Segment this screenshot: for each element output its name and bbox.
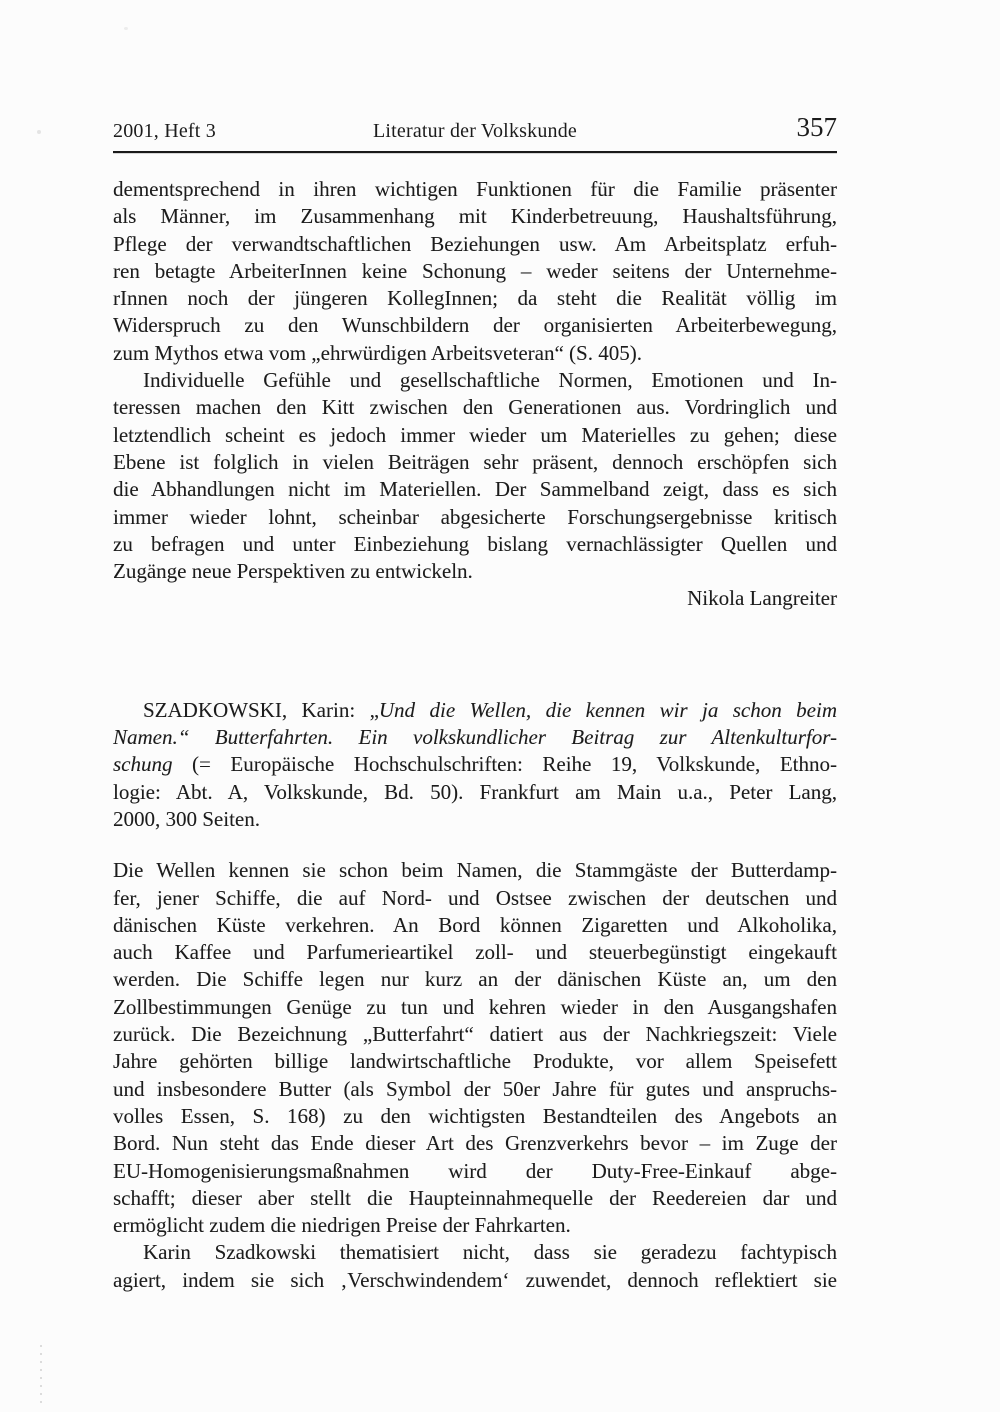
text-line: auch Kaffee und Parfumerieartikel zoll- und steuerbegünstigt eingekauft (113, 940, 837, 965)
text-line: als Männer, im Zusammenhang mit Kinderbetreuung, Haushaltsführung, (113, 204, 837, 229)
text-line: Namen.“ Butterfahrten. Ein volkskundlicher Beitrag zur Altenkulturfor- (113, 725, 837, 750)
reviewer-signature: Nikola Langreiter (687, 586, 837, 611)
text-line: ermöglicht zudem die niedrigen Preise der Fahrkarten. (113, 1213, 571, 1238)
text-line: dementsprechend in ihren wichtigen Funktionen für die Familie präsenter (113, 177, 837, 201)
header-journal-title: Literatur der Volkskunde (372, 120, 578, 142)
continued-paragraph (113, 176, 837, 367)
text-line: werden. Die Schiffe legen nur kurz an der dänischen Küste an, um den (113, 967, 837, 992)
scan-speckle (37, 130, 41, 134)
text-line: Zugänge neue Perspektiven zu entwickeln. (113, 559, 473, 584)
text-line: schafft; dieser aber stellt die Haupteinnahmequelle der Reedereien dar und (113, 1185, 837, 1210)
text-line: Die Wellen kennen sie schon beim Namen, die Stammgäste der Butterdamp- (113, 858, 837, 883)
text-line: Individuelle Gefühle und gesellschaftliche Normen, Emotionen und In- (143, 368, 837, 393)
text-line: und insbesondere Butter (als Symbol der 50er Jahre für gutes und anspruchs- (113, 1076, 837, 1101)
text-line: letztendlich scheint es jedoch immer wieder um Materielles zu gehen; diese (113, 422, 837, 447)
running-header (113, 112, 837, 148)
text-line: 2000, 300 Seiten. (113, 806, 260, 831)
text-line: ren betagte ArbeiterInnen keine Schonung – weder seitens der Unternehme- (113, 258, 837, 283)
text-line: Jahre gehörten billige landwirtschaftliche Produkte, vor allem Speisefett (113, 1049, 837, 1074)
review-continuation-paragraph (113, 1239, 837, 1294)
bibliography-entry (113, 697, 837, 833)
text-line: Widerspruch zu den Wunschbildern der organisierten Arbeiterbewegung, (113, 313, 837, 338)
text-column (113, 176, 837, 1294)
text-line: Zollbestimmungen Genüge zu tun und kehren wieder in den Ausgangshafen (113, 994, 837, 1019)
text-line: zurück. Die Bezeichnung „Butterfahrt“ datiert aus der Nachkriegszeit: Viele (113, 1022, 837, 1047)
header-rule (113, 151, 837, 153)
text-line: immer wieder lohnt, scheinbar abgesicherte Forschungsergebnisse kritisch (113, 504, 837, 529)
text-line: zu befragen und unter Einbeziehung bislang vernachlässigter Quellen und (113, 531, 837, 556)
text-line: fer, jener Schiffe, die auf Nord- und Ostsee zwischen der deutschen und (113, 885, 837, 910)
text-line: zum Mythos etwa vom „ehrwürdigen Arbeitsveteran“ (S. 405). (113, 340, 642, 365)
text-line: die Abhandlungen nicht im Materiellen. Der Sammelband zeigt, dass es sich (113, 477, 837, 502)
scan-artifact-dotted-line (40, 1345, 42, 1407)
header-issue: 2001, Heft 3 (113, 120, 216, 142)
text-line: dänischen Küste verkehren. An Bord können Zigaretten und Alkoholika, (113, 912, 837, 937)
header-page-number: 357 (796, 112, 837, 142)
closing-paragraph (113, 367, 837, 585)
text-line: logie: Abt. A, Volkskunde, Bd. 50). Frankfurt am Main u.a., Peter Lang, (113, 779, 837, 804)
review-body-paragraph (113, 857, 837, 1239)
text-line: teressen machen den Kitt zwischen den Generationen aus. Vordringlich und (113, 395, 837, 420)
text-line: Bord. Nun steht das Ende dieser Art des Grenzverkehrs bevor – im Zuge der (113, 1131, 837, 1156)
text-line: Ebene ist folglich in vielen Beiträgen sehr präsent, dennoch erschöpfen sich (113, 449, 837, 474)
text-line: schung (= Europäische Hochschulschriften: Reihe 19, Volkskunde, Ethno- (113, 752, 837, 777)
text-line: rInnen noch der jüngeren KollegInnen; da steht die Realität völlig im (113, 286, 837, 311)
text-line: Pflege der verwandtschaftlichen Beziehungen usw. Am Arbeitsplatz erfuh- (113, 231, 837, 256)
text-line: SZADKOWSKI, Karin: „Und die Wellen, die kennen wir ja schon beim (143, 697, 837, 722)
text-line: EU-Homogenisierungsmaßnahmen wird der Duty-Free-Einkauf abge- (113, 1158, 837, 1183)
text-line: agiert, indem sie sich ‚Verschwindendem‘ zuwendet, dennoch reflektiert sie (113, 1267, 837, 1292)
scan-speckle (124, 27, 128, 30)
text-line: Karin Szadkowski thematisiert nicht, dass sie geradezu fachtypisch (143, 1240, 837, 1265)
text-line: volles Essen, S. 168) zu den wichtigsten Bestandteilen des Angebots an (113, 1103, 837, 1128)
